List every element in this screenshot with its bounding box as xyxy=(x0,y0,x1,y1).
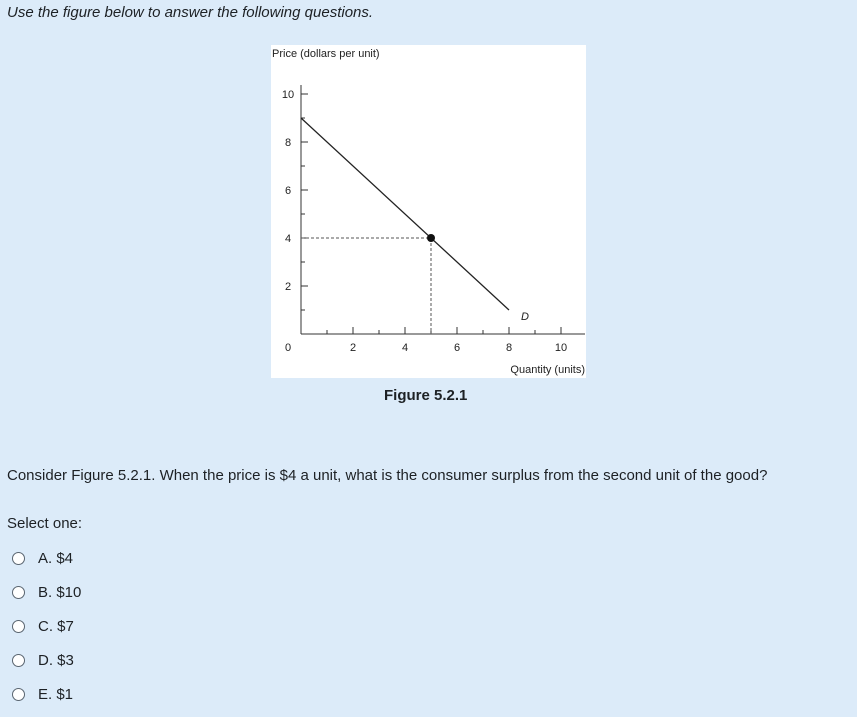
radio-button-e[interactable] xyxy=(12,688,25,701)
answer-options xyxy=(12,541,81,711)
x-tick-label: 4 xyxy=(401,342,409,354)
option-c-label: C. $7 xyxy=(38,617,74,635)
x-tick-label: 8 xyxy=(505,342,513,354)
option-d-label: D. $3 xyxy=(38,651,74,669)
option-e-label: E. $1 xyxy=(38,685,74,703)
option-b[interactable] xyxy=(12,575,81,609)
x-axis-label: Quantity (units) xyxy=(510,364,585,376)
option-a-label: A. $4 xyxy=(38,549,74,567)
figure-caption: Figure 5.2.1 xyxy=(384,387,468,404)
option-a[interactable] xyxy=(12,541,81,575)
instruction-text: Use the figure below to answer the following questions. xyxy=(7,4,374,21)
option-e[interactable] xyxy=(12,677,81,711)
x-tick-label: 2 xyxy=(349,342,357,354)
y-axis-label: Price (dollars per unit) xyxy=(272,48,380,60)
x-tick-label: 6 xyxy=(453,342,461,354)
radio-button-c[interactable] xyxy=(12,620,25,633)
question-text: Consider Figure 5.2.1. When the price is $4 a unit, what is the consumer surplus from the second unit of the good? xyxy=(7,467,768,484)
demand-figure xyxy=(271,45,586,378)
option-c[interactable] xyxy=(12,609,81,643)
radio-button-d[interactable] xyxy=(12,654,25,667)
y-tick-label: 2 xyxy=(284,281,292,293)
y-tick-label: 8 xyxy=(284,137,292,149)
option-d[interactable] xyxy=(12,643,81,677)
radio-button-b[interactable] xyxy=(12,586,25,599)
demand-curve-label: D xyxy=(521,311,529,323)
x-tick-label: 10 xyxy=(554,342,568,354)
origin-label: 0 xyxy=(284,342,292,354)
demand-chart xyxy=(271,45,586,378)
select-one-label: Select one: xyxy=(7,515,83,532)
y-tick-label: 10 xyxy=(281,89,295,101)
option-b-label: B. $10 xyxy=(38,583,82,601)
equilibrium-point xyxy=(427,234,435,242)
y-tick-label: 6 xyxy=(284,185,292,197)
y-tick-label: 4 xyxy=(284,233,292,245)
radio-button-a[interactable] xyxy=(12,552,25,565)
demand-curve xyxy=(301,118,509,310)
